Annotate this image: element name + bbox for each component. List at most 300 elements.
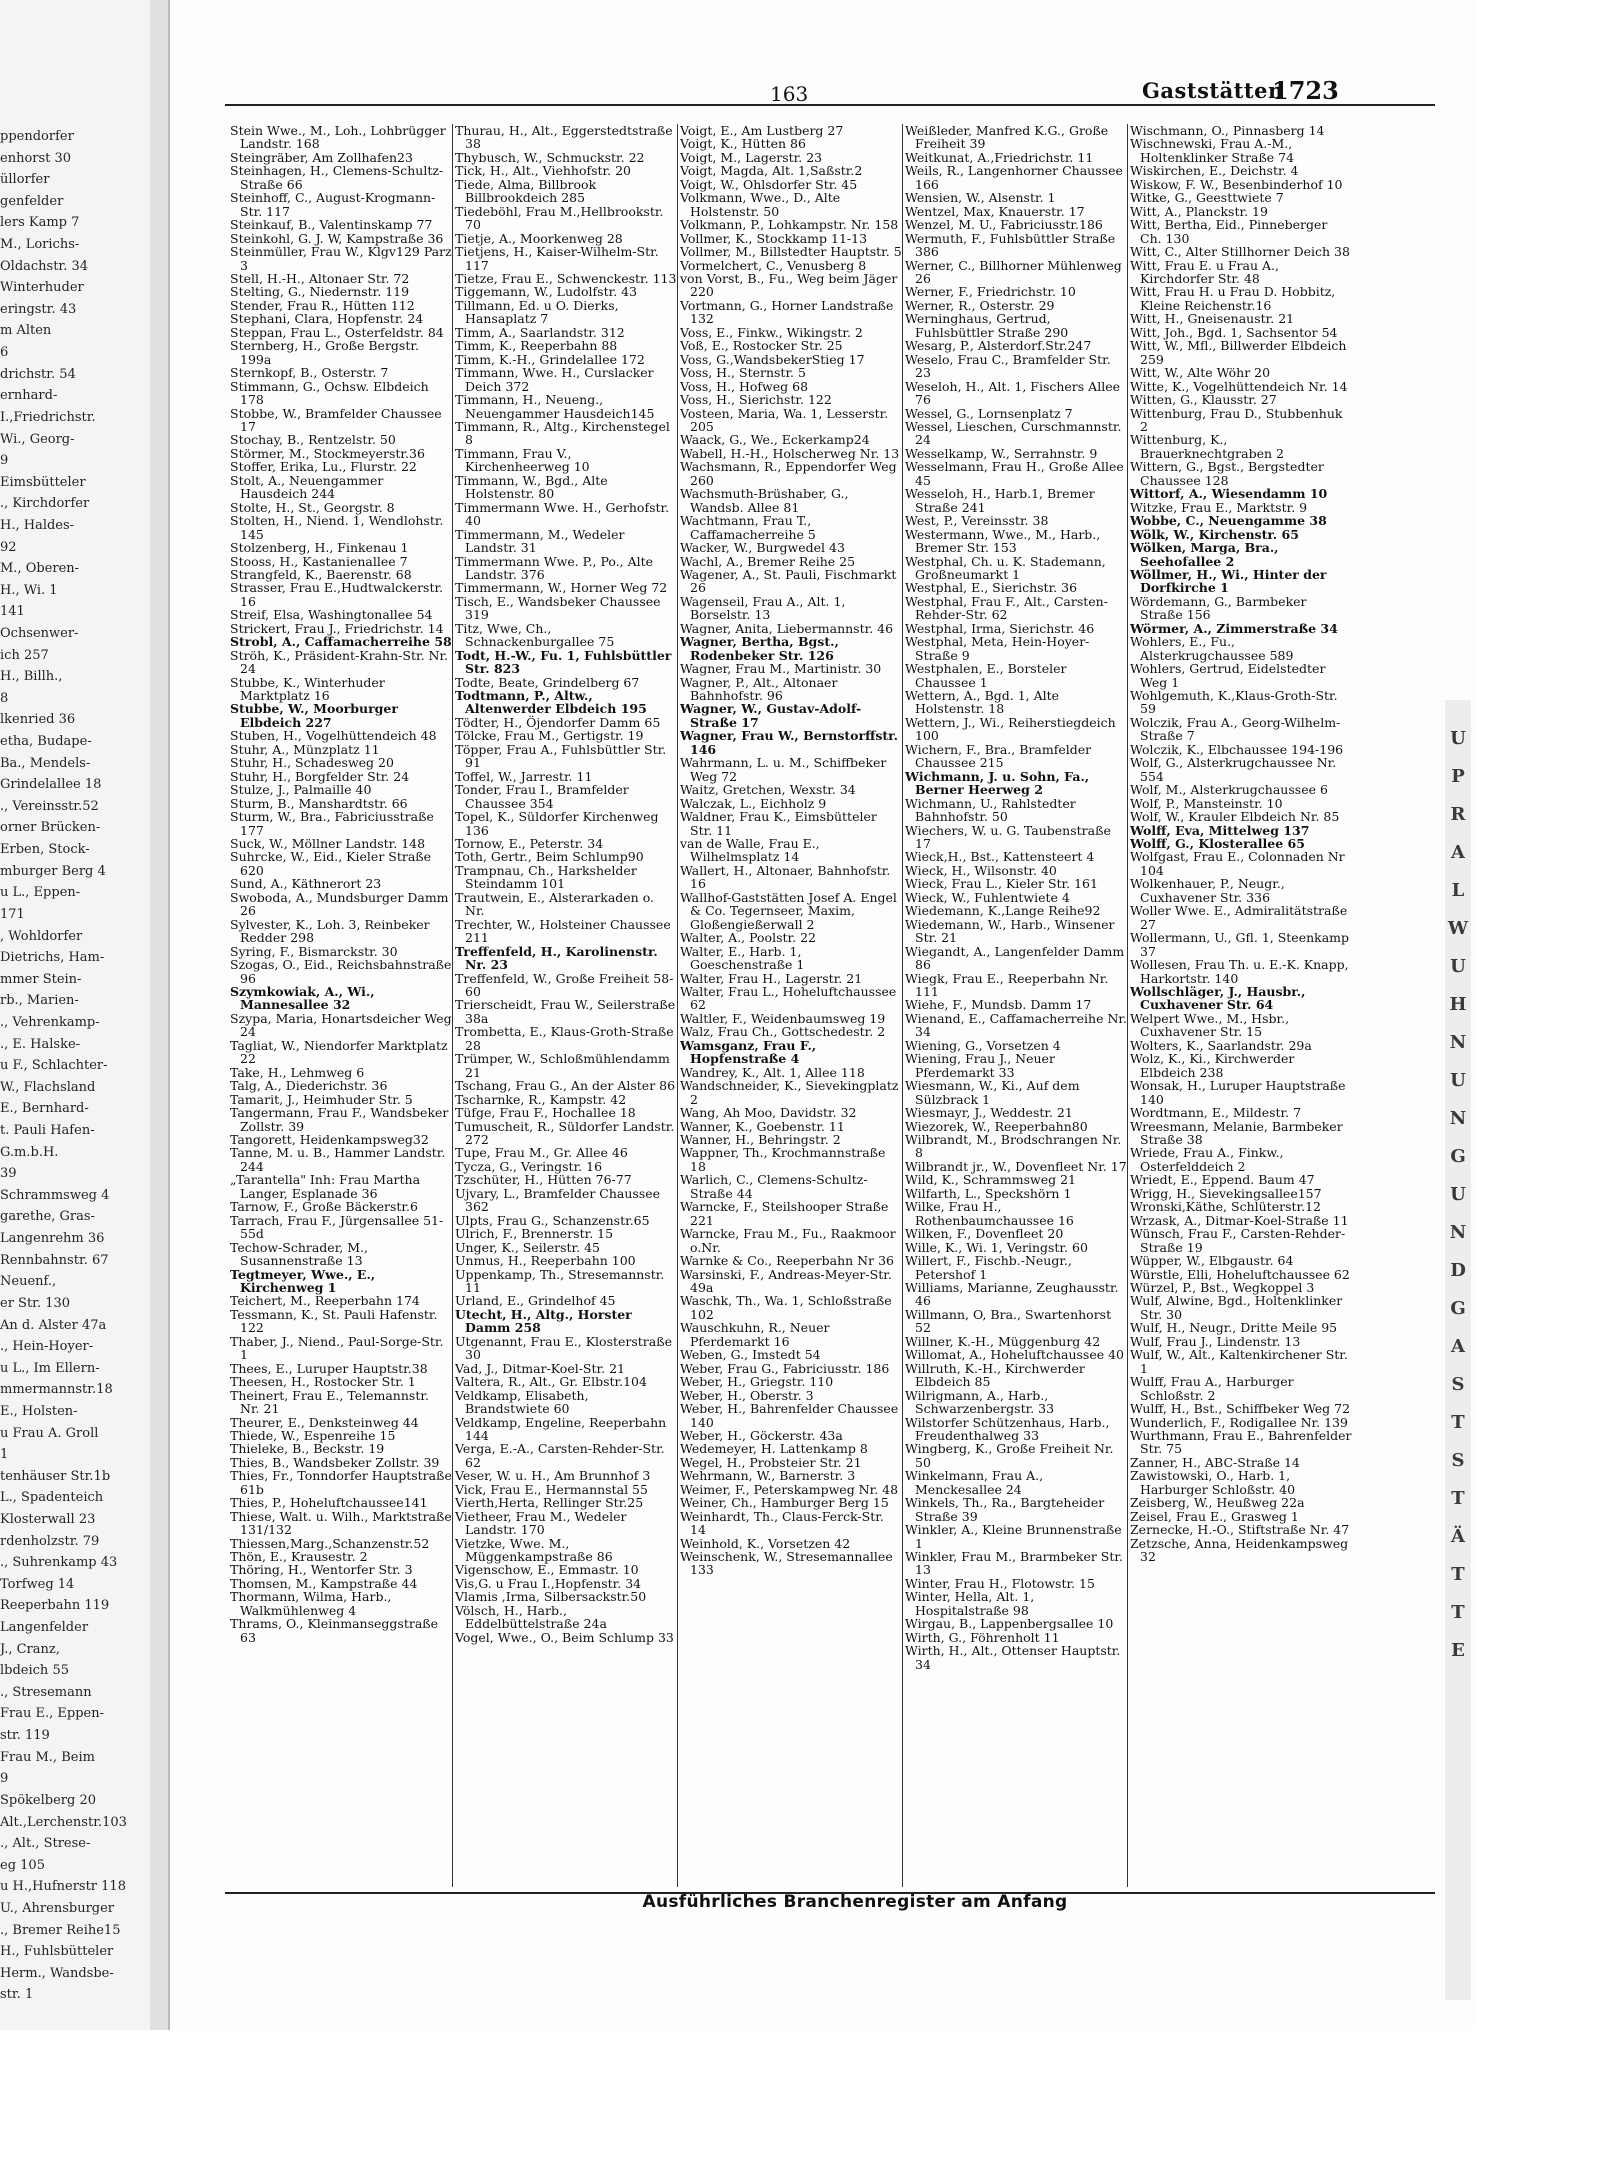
directory-entry: Stulze, J., Palmaille 40	[230, 782, 372, 798]
previous-page-entry: Eimsbütteler	[0, 475, 86, 490]
previous-page-entry: H., Billh.,	[0, 669, 63, 684]
directory-entry: Tiedeböhl, Frau M.,Hellbrookstr. 70	[455, 203, 664, 233]
directory-entry: Wordtmann, E., Mildestr. 7	[1130, 1105, 1302, 1121]
directory-entry: Walz, Frau Ch., Gottschedestr. 2	[680, 1024, 886, 1040]
directory-entry: Töpper, Frau A., Fuhlsbüttler Str. 91	[455, 741, 667, 771]
directory-entry: Thaber, J., Niend., Paul-Sorge-Str. 1	[230, 1333, 444, 1363]
previous-page-entry: 92	[0, 540, 17, 555]
directory-entry: Wünsch, Frau F., Carsten-Rehder-Straße 19	[1130, 1226, 1346, 1255]
binding-shadow	[150, 0, 168, 2030]
directory-entry: Wolkenhauer, P., Neugr., Cuxhavener Str. 336	[1130, 876, 1285, 905]
previous-page-entry: Alt.,Lerchenstr.103	[0, 1815, 127, 1830]
previous-page-entry: ., E. Halske-	[0, 1037, 81, 1052]
directory-entry: Wesselkamp, W., Serrahnstr. 9	[905, 445, 1098, 461]
directory-entry: Tietjens, H., Kaiser-Wilhelm-Str. 117	[455, 244, 659, 273]
directory-entry: Thöring, H., Wentorfer Str. 3	[230, 1562, 413, 1578]
previous-page-entry: Dietrichs, Ham-	[0, 950, 105, 965]
directory-entry: Zetzsche, Anna, Heidenkampsweg 32	[1130, 1535, 1349, 1565]
directory-entry: Timmann, W., Bgd., Alte Holstenstr. 80	[455, 472, 608, 502]
directory-entry: Ströh, K., Präsident-Krahn-Str. Nr. 24	[230, 647, 449, 677]
directory-entry: Tscharnke, R., Kampstr. 42	[455, 1091, 627, 1107]
directory-entry: Voigt, M., Lagerstr. 23	[680, 149, 823, 165]
directory-entry: Stubbe, K., Winterhuder Marktplatz 16	[230, 674, 385, 704]
directory-entry: Wichern, F., Bra., Bramfelder Chaussee 215	[905, 741, 1092, 771]
directory-entry: Winkler, A., Kleine Brunnenstraße 1	[905, 1522, 1122, 1551]
column-divider	[1127, 124, 1128, 1887]
directory-entry: Wöllmer, H., Wi., Hinter der Dorfkirche 1	[1130, 566, 1327, 596]
directory-entry: Wiehe, F., Mundsb. Damm 17	[905, 997, 1092, 1013]
directory-entry: Stochay, B., Rentzelstr. 50	[230, 432, 396, 448]
previous-page-entry: ., Hein-Hoyer-	[0, 1339, 94, 1354]
directory-entry: Wettern, J., Wi., Reiherstiegdeich 100	[905, 714, 1116, 744]
directory-entry: Stubbe, W., Moorburger Elbdeich 227	[230, 701, 398, 730]
directory-entry: Wiedemann, W., Harb., Winsener Str. 21	[905, 916, 1115, 946]
directory-entry: Wauschkuhn, R., Neuer Pferdemarkt 16	[680, 1320, 830, 1349]
directory-entry: Stell, H.-H., Altonaer Str. 72	[230, 270, 410, 286]
directory-entry: Weseloh, H., Alt. 1, Fischers Allee 76	[905, 378, 1120, 408]
previous-page-entry: M., Lorichs-	[0, 237, 80, 252]
directory-entry: Wesseloh, H., Harb.1, Bremer Straße 241	[905, 486, 1095, 515]
directory-entry: Wild, K., Schrammsweg 21	[905, 1172, 1076, 1188]
directory-entry: Tietze, Frau E., Schwenckestr. 113	[455, 270, 677, 286]
directory-entry: Wiening, Frau J., Neuer Pferdemarkt 33	[905, 1051, 1055, 1080]
directory-entry: Valtera, R., Alt., Gr. Elbstr.104	[455, 1374, 647, 1390]
directory-entry: Utgenannt, Frau E., Klosterstraße 30	[455, 1333, 672, 1363]
directory-entry: Wang, Ah Moo, Davidstr. 32	[680, 1105, 857, 1121]
previous-page-entry: J., Cranz,	[0, 1642, 60, 1657]
previous-page-entry: tenhäuser Str.1b	[0, 1469, 111, 1484]
directory-entry: Tietje, A., Moorkenweg 28	[455, 230, 623, 246]
directory-entry: Ujvary, L., Bramfelder Chaussee 362	[455, 1185, 661, 1215]
previous-page-entry: eringstr. 43	[0, 302, 77, 317]
directory-entry: Witt, C., Alter Stillhorner Deich 38	[1130, 244, 1350, 260]
directory-entry: Sternkopf, B., Osterstr. 7	[230, 365, 389, 381]
previous-page-entry: u Frau A. Groll	[0, 1426, 99, 1441]
directory-entry: Winter, Hella, Alt. 1, Hospitalstraße 98	[905, 1589, 1035, 1618]
directory-entry: Suck, W., Möllner Landstr. 148	[230, 836, 426, 852]
directory-entry: Wesarg, P., Alsterdorf.Str.247	[905, 338, 1092, 354]
directory-entry: Wagner, Frau M., Martinistr. 30	[680, 661, 882, 677]
directory-entry: Wilbrandt, M., Brodschrangen Nr. 8	[905, 1131, 1122, 1161]
directory-entry: Voigt, W., Ohlsdorfer Str. 45	[680, 176, 858, 192]
directory-entry: Winkels, Th., Ra., Bargteheider Straße 39	[905, 1495, 1105, 1524]
directory-entry: Witt, H., Gneisenaustr. 21	[1130, 311, 1295, 327]
previous-page-entry: ., Stresemann	[0, 1685, 92, 1700]
directory-entry: Tiggemann, W., Ludolfstr. 43	[455, 284, 638, 300]
previous-page-entry: Grindelallee 18	[0, 777, 102, 792]
directory-entry: Stuhr, H., Borgfelder Str. 24	[230, 768, 410, 784]
directory-entry: Toth, Gertr., Beim Schlump90	[455, 849, 644, 865]
directory-entry: Winter, Frau H., Flotowstr. 15	[905, 1575, 1095, 1591]
directory-entry: Wohlers, E., Fu., Alsterkrugchaussee 589	[1130, 634, 1294, 663]
directory-entry: Tagliat, W., Niendorfer Marktplatz 22	[230, 1037, 448, 1067]
previous-page-entry: u H.,Hufnerstr 118	[0, 1879, 126, 1894]
directory-entry: Wirth, H., Alt., Ottenser Hauptstr. 34	[905, 1643, 1121, 1672]
directory-entry: Sund, A., Käthnerort 23	[230, 876, 382, 892]
directory-entry: Syring, F., Bismarckstr. 30	[230, 943, 398, 959]
previous-page-entry: ich 257	[0, 648, 49, 663]
directory-entry: Wieck, H., Wilsonstr. 40	[905, 862, 1057, 878]
directory-entry: Vick, Frau E., Hermannstal 55	[455, 1481, 648, 1497]
directory-entry: Westphal, E., Sierichstr. 36	[905, 580, 1078, 596]
directory-entry: Wiegandt, A., Langenfelder Damm 86	[905, 943, 1125, 973]
directory-entry: Werner, R., Osterstr. 29	[905, 297, 1055, 313]
directory-entry: Titz, Wwe, Ch., Schnackenburgallee 75	[455, 620, 615, 650]
directory-entry: Wriedt, E., Eppend. Baum 47	[1130, 1172, 1315, 1188]
directory-entry: Warncke, F., Steilshooper Straße 221	[680, 1199, 889, 1228]
directory-entry: Winkelmann, Frau A., Menckesallee 24	[905, 1468, 1044, 1497]
previous-page-entry: 9	[0, 1771, 9, 1786]
previous-page-entry: ppendorfer	[0, 129, 74, 144]
previous-page-entry: 171	[0, 907, 25, 922]
directory-entry: Wiedemann, K.,Lange Reihe92	[905, 903, 1101, 919]
directory-entry: Toffel, W., Jarrestr. 11	[455, 768, 593, 784]
previous-page-entry: ., Bremer Reihe15	[0, 1923, 121, 1938]
directory-entry: Wollesen, Frau Th. u. E.-K. Knapp, Harkortstr. 140	[1130, 957, 1349, 986]
directory-entry: Thiede, W., Espenreihe 15	[230, 1427, 396, 1443]
previous-page-entry: M., Oberen-	[0, 561, 80, 576]
directory-entry: Weber, H., Göckerstr. 43a	[680, 1427, 843, 1443]
directory-entry: Störmer, M., Stockmeyerstr.36	[230, 445, 425, 461]
directory-entry: Trombetta, E., Klaus-Groth-Straße 28	[455, 1024, 674, 1053]
previous-page-entry: Frau E., Eppen-	[0, 1706, 104, 1721]
previous-page-entry: mburger Berg 4	[0, 864, 106, 879]
directory-entry: Weitkunat, A.,Friedrichstr. 11	[905, 149, 1094, 165]
directory-entry: Wichmann, U., Rahlstedter Bahnhofstr. 50	[905, 795, 1076, 825]
directory-entry: Wichmann, J. u. Sohn, Fa., Berner Heerweg 2	[905, 768, 1090, 798]
directory-entry: Wandrey, K., Alt. 1, Allee 118	[680, 1064, 865, 1080]
directory-entry: Wieck, Frau L., Kieler Str. 161	[905, 876, 1098, 892]
directory-entry: Walter, Frau L., Hoheluftchaussee 62	[680, 984, 897, 1013]
directory-entry: Wolf, W., Krauler Elbdeich Nr. 85	[1130, 809, 1340, 825]
directory-entry: Witt, W., Mfl., Billwerder Elbdeich 259	[1130, 338, 1347, 367]
directory-entry: Witt, Bertha, Eid., Pinneberger Ch. 130	[1130, 217, 1328, 246]
directory-entry: Tick, H., Alt., Viehhofstr. 20	[455, 163, 631, 179]
directory-entry: Wessel, G., Lornsenplatz 7	[905, 405, 1073, 421]
previous-page-margin	[0, 0, 168, 2030]
directory-entry: Tillmann, Ed. u O. Dierks, Hansaplatz 7	[455, 297, 619, 327]
directory-entry: Voigt, Magda, Alt. 1,Saßstr.2	[680, 163, 863, 179]
previous-page-entry: ., Vereinsstr.52	[0, 799, 99, 814]
directory-entry: Utecht, H., Altg., Horster Damm 258	[455, 1306, 632, 1336]
directory-entry: Werninghaus, Gertrud, Fuhlsbüttler Straße 290	[905, 311, 1069, 340]
directory-entry: Ulrich, F., Brennerstr. 15	[455, 1226, 614, 1242]
directory-entry: Warsinski, F., Andreas-Meyer-Str. 49a	[680, 1266, 892, 1295]
directory-entry: Wabell, H.-H., Holscherweg Nr. 13	[680, 445, 900, 461]
directory-entry: Willomat, A., Hoheluftchaussee 40	[905, 1347, 1125, 1363]
directory-entry: Stein Wwe., M., Loh., Lohbrügger Landstr. 168	[230, 123, 446, 152]
directory-entry: Vis,G. u Frau I.,Hopfenstr. 34	[455, 1575, 642, 1591]
directory-entry: Tangorett, Heidenkampsweg32	[230, 1131, 429, 1147]
directory-entry: Waitz, Gretchen, Wexstr. 34	[680, 782, 856, 798]
edge-advert-text: UPRAL WUHNUNG UND GASTSTÄTTE	[1447, 728, 1469, 1661]
directory-entry: Voss, H., Sternstr. 5	[680, 365, 806, 381]
directory-entry: Volkmann, Wwe., D., Alte Holstenstr. 50	[680, 190, 841, 219]
directory-entry: Vierth,Herta, Rellinger Str.25	[455, 1495, 644, 1511]
directory-entry: Wehrmann, W., Barnerstr. 3	[680, 1468, 856, 1484]
directory-entry: „Tarantella" Inh: Frau Martha Langer, Esplanade 36	[230, 1172, 421, 1201]
directory-entry: Witten, G., Klausstr. 27	[1130, 392, 1277, 408]
directory-entry: Veldkamp, Elisabeth, Brandstwiete 60	[455, 1387, 589, 1417]
directory-entry: Wolf, G., Alsterkrugchaussee Nr. 554	[1130, 755, 1337, 784]
directory-entry: Vigenschow, E., Emmastr. 10	[455, 1562, 639, 1578]
directory-entry: Weber, H., Oberstr. 3	[680, 1387, 814, 1403]
directory-entry: Weiner, Ch., Hamburger Berg 15	[680, 1495, 889, 1511]
previous-page-entry: eg 105	[0, 1858, 45, 1873]
directory-entry: Voss, E., Finkw., Wikingstr. 2	[680, 324, 863, 340]
directory-entry: Wiskow, F. W., Besenbinderhof 10	[1130, 176, 1343, 192]
directory-entry: Todt, H.-W., Fu. 1, Fuhlsbüttler Str. 823	[455, 647, 672, 677]
directory-entry: Wolfgast, Frau E., Colonnaden Nr 104	[1130, 849, 1345, 878]
header-rule	[225, 104, 1435, 106]
directory-entry: Strangfeld, K., Baerenstr. 68	[230, 566, 412, 582]
directory-entry: Strickert, Frau J., Friedrichstr. 14	[230, 620, 444, 636]
directory-entry: Wedemeyer, H. Lattenkamp 8	[680, 1441, 868, 1457]
directory-entry: Weinschenk, W., Stresemannallee 133	[680, 1549, 893, 1578]
directory-entry: Voigt, K., Hütten 86	[680, 136, 806, 152]
directory-entry: Tonder, Frau I., Bramfelder Chaussee 354	[455, 782, 629, 811]
directory-entry: Wieck,H., Bst., Kattensteert 4	[905, 849, 1095, 865]
directory-entry: Szypa, Maria, Honartsdeicher Weg 24	[230, 1010, 452, 1040]
directory-entry: Timm, K.-H., Grindelallee 172	[455, 351, 645, 367]
directory-entry: Timm, K., Reeperbahn 88	[455, 338, 618, 354]
column-divider	[902, 124, 903, 1887]
previous-page-entry: lbdeich 55	[0, 1663, 69, 1678]
previous-page-entry: H., Haldes-	[0, 518, 75, 533]
directory-entry: Theurer, E., Denksteinweg 44	[230, 1414, 419, 1430]
directory-entry: Wohlers, Gertrud, Eidelstedter Weg 1	[1130, 661, 1326, 690]
previous-page-entry: str. 1	[0, 1987, 34, 2002]
previous-page-entry: 39	[0, 1166, 17, 1181]
directory-entry: Vormelchert, C., Venusberg 8	[680, 257, 867, 273]
directory-entry: Wiesmann, W., Ki., Auf dem Sülzbrack 1	[905, 1078, 1080, 1107]
directory-entry: Witke, G., Geesttwiete 7	[1130, 190, 1284, 206]
directory-entry: Wallhof-Gaststätten Josef A. Engel & Co. Tegernseer, Maxim, Gloßengießerwall 2	[680, 889, 897, 932]
directory-entry: Warnke & Co., Reeperbahn Nr 36	[680, 1253, 894, 1269]
directory-entry: Timmann, Wwe. H., Curslacker Deich 372	[455, 365, 654, 394]
directory-entry: Wolff, G., Klosterallee 65	[1130, 836, 1305, 852]
previous-page-entry: L., Spadenteich	[0, 1490, 104, 1505]
previous-page-entry: 9	[0, 453, 9, 468]
previous-page-entry: m Alten	[0, 323, 52, 338]
directory-entry: Weinhardt, Th., Claus-Ferck-Str. 14	[680, 1508, 884, 1538]
previous-page-entry: ., Vehrenkamp-	[0, 1015, 100, 1030]
directory-entry: Wagner, W., Gustav-Adolf-Straße 17	[680, 701, 862, 730]
directory-entry: Wurthmann, Frau E., Bahrenfelder Str. 75	[1130, 1427, 1352, 1457]
previous-page-entry: Schrammsweg 4	[0, 1188, 110, 1203]
directory-entry: Unger, K., Seilerstr. 45	[455, 1239, 601, 1255]
directory-entry: Verga, E.-A., Carsten-Rehder-Str. 62	[455, 1441, 665, 1470]
directory-entry: Winkler, Frau M., Brarmbeker Str. 13	[905, 1549, 1123, 1578]
directory-entry: Wölk, W., Kirchenstr. 65	[1130, 526, 1299, 542]
directory-entry: Vortmann, G., Horner Landstraße 132	[680, 297, 894, 327]
directory-entry: Würzel, P., Bst., Wegkoppel 3	[1130, 1279, 1315, 1295]
directory-entry: Wischmann, O., Pinnasberg 14	[1130, 123, 1325, 138]
directory-entry: Wilfarth, L., Speckshörn 1	[905, 1185, 1072, 1201]
directory-entry: Tornow, E., Peterstr. 34	[455, 836, 604, 852]
directory-entry: Trautwein, E., Alsterarkaden o. Nr.	[455, 889, 654, 919]
directory-entry: Sturm, B., Manshardtstr. 66	[230, 795, 408, 811]
directory-entry: Waltler, F., Weidenbaumsweg 19	[680, 1010, 886, 1026]
directory-entry: Sturm, W., Bra., Fabriciusstraße 177	[230, 809, 434, 838]
directory-entry: Tisch, E., Wandsbeker Chaussee 319	[455, 593, 661, 623]
directory-entry: Wille, K., Wi. 1, Veringstr. 60	[905, 1239, 1088, 1255]
directory-entry: Voss, G.,WandsbekerStieg 17	[680, 351, 865, 367]
directory-entry: Wittern, G., Bgst., Bergstedter Chaussee 128	[1130, 459, 1324, 488]
directory-entry: Wirth, G., Föhrenholt 11	[905, 1629, 1060, 1645]
directory-entry: Weißleder, Manfred K.G., Große Freiheit 39	[905, 123, 1109, 152]
directory-entry: Veser, W. u. H., Am Brunnhof 3	[455, 1468, 651, 1484]
directory-entry: Walter, A., Poolstr. 22	[680, 930, 816, 946]
directory-entry: Steinhagen, H., Clemens-Schultz-Straße 66	[230, 163, 444, 192]
directory-entry: Wagener, A., St. Pauli, Fischmarkt 26	[680, 566, 897, 596]
directory-entry: Wronski,Käthe, Schlüterstr.12	[1130, 1199, 1321, 1215]
directory-entry: Sylvester, K., Loh. 3, Reinbeker Redder 298	[230, 916, 430, 946]
directory-entry: Wulf, Frau J., Lindenstr. 13	[1130, 1333, 1301, 1349]
directory-entry: Völsch, H., Harb., Eddelbüttelstraße 24a	[455, 1602, 607, 1632]
directory-entry: Wulf, Alwine, Bgd., Holtenklinker Str. 30	[1130, 1293, 1343, 1322]
directory-entry: Strasser, Frau E.,Hudtwalckerstr. 16	[230, 580, 444, 609]
previous-page-entry: Rennbahnstr. 67	[0, 1253, 109, 1268]
directory-entry: Vollmer, M., Billstedter Hauptstr. 5	[680, 244, 902, 260]
directory-entry: Veldkamp, Engeline, Reeperbahn 144	[455, 1414, 667, 1443]
directory-entry: Trierscheidt, Frau W., Seilerstraße 38a	[455, 997, 676, 1026]
directory-entry: Wörmer, A., Zimmerstraße 34	[1130, 620, 1338, 636]
directory-entry: Wiskirchen, E., Deichstr. 4	[1130, 163, 1299, 179]
previous-page-entry: Herm., Wandsbe-	[0, 1966, 114, 1981]
directory-entry: Westphal, Ch. u. K. Stademann, Großneumarkt 1	[905, 553, 1106, 582]
directory-entry: Timm, A., Saarlandstr. 312	[455, 324, 625, 340]
previous-page-entry: lkenried 36	[0, 712, 76, 727]
previous-page-entry: ., Alt., Strese-	[0, 1836, 91, 1851]
directory-entry: Wagner, Bertha, Bgst., Rodenbeker Str. 126	[680, 634, 839, 663]
directory-entry: Würstle, Elli, Hoheluftchaussee 62	[1130, 1266, 1350, 1282]
directory-entry: von Vorst, B., Fu., Weg beim Jäger 220	[680, 270, 898, 300]
directory-entry: Tüfge, Frau F., Hochallee 18	[455, 1105, 636, 1121]
directory-entry: Wulf, H., Neugr., Dritte Meile 95	[1130, 1320, 1338, 1336]
previous-page-entry: Langenfelder	[0, 1620, 89, 1635]
directory-entry: Wilstorfer Schützenhaus, Harb., Freudenthalweg 33	[905, 1414, 1110, 1443]
directory-entry: Thies, B., Wandsbeker Zollstr. 39	[230, 1454, 440, 1470]
directory-entry: Thees, E., Luruper Hauptstr.38	[230, 1360, 428, 1376]
directory-entry: Szogas, O., Eid., Reichsbahnstraße 96	[230, 957, 452, 986]
directory-entry: Timmermann, M., Wedeler Landstr. 31	[455, 526, 625, 556]
previous-page-entry: H., Fuhlsbütteler	[0, 1944, 114, 1959]
previous-page-entry: etha, Budape-	[0, 734, 92, 749]
directory-entry: Wilke, Frau H., Rothenbaumchaussee 16	[905, 1199, 1074, 1228]
directory-entry: Tessmann, K., St. Pauli Hafenstr. 122	[230, 1306, 438, 1336]
previous-page-entry: Spökelberg 20	[0, 1793, 97, 1808]
directory-entry: Westphal, Meta, Hein-Hoyer-Straße 9	[905, 634, 1090, 663]
directory-entry: Westphal, Irma, Sierichstr. 46	[905, 620, 1095, 636]
directory-entry: Wördemann, G., Barmbeker Straße 156	[1130, 593, 1307, 623]
previous-page-entry: Neuenf.,	[0, 1274, 57, 1289]
directory-entry: Weber, H., Bahrenfelder Chaussee 140	[680, 1401, 899, 1430]
directory-entry: Weben, G., Imstedt 54	[680, 1347, 821, 1363]
directory-entry: Tarrach, Frau F., Jürgensallee 51-55d	[230, 1212, 444, 1242]
directory-entry: Walczak, L., Eichholz 9	[680, 795, 827, 811]
previous-page-entry: orner Brücken-	[0, 820, 101, 835]
previous-page-entry: rdenholzstr. 79	[0, 1534, 100, 1549]
previous-page-entry: mmer Stein-	[0, 972, 82, 987]
directory-entry: Suhrcke, W., Eid., Kieler Straße 620	[230, 849, 432, 878]
directory-entry: Stolten, H., Niend. 1, Wendlohstr. 145	[230, 513, 444, 542]
directory-entry: Wallert, H., Altonaer, Bahnhofstr. 16	[680, 862, 891, 892]
directory-entry: Timmermann, W., Horner Weg 72	[455, 580, 668, 596]
directory-entry: Wirgau, B., Lappenbergsallee 10	[905, 1616, 1114, 1632]
previous-page-entry: Oldachstr. 34	[0, 259, 89, 274]
directory-entry: Thies, Fr., Tonndorfer Hauptstraße 61b	[230, 1468, 452, 1497]
previous-page-entry: H., Wi. 1	[0, 583, 58, 598]
directory-entry: Thormann, Wilma, Harb., Walkmühlenweg 4	[230, 1589, 392, 1618]
directory-entry: Wingberg, K., Große Freiheit Nr. 50	[905, 1441, 1114, 1470]
directory-entry: Stelting, G., Niedernstr. 119	[230, 284, 410, 300]
directory-entry: Witt, Joh., Bgd. 1, Sachsentor 54	[1130, 324, 1338, 340]
directory-entry: Vad, J., Ditmar-Koel-Str. 21	[455, 1360, 625, 1376]
directory-entry: Witt, A., Planckstr. 19	[1130, 203, 1268, 219]
scan-margin-bottom	[0, 2030, 1475, 2177]
directory-entry: Wilken, F., Dovenfleet 20	[905, 1226, 1064, 1242]
column-divider	[677, 124, 678, 1887]
directory-entry: Westphalen, E., Borsteler Chaussee 1	[905, 661, 1067, 690]
directory-entry: Weils, R., Langenhorner Chaussee 166	[905, 163, 1123, 192]
directory-entry: Wanner, K., Goebenstr. 11	[680, 1118, 845, 1134]
directory-entry: Wilrigmann, A., Harb., Schwarzenbergstr. 33	[905, 1387, 1055, 1417]
directory-entry: Steinhoff, C., August-Krogmann-Str. 117	[230, 190, 436, 219]
directory-entry: Timmermann Wwe. H., Gerhofstr. 40	[455, 499, 670, 529]
directory-entry: Timmann, Frau V., Kirchenheerweg 10	[455, 445, 590, 475]
directory-entry: Wiechers, W. u. G. Taubenstraße 17	[905, 822, 1111, 852]
directory-entry: Thomsen, M., Kampstraße 44	[230, 1575, 418, 1591]
previous-page-entry: 6	[0, 345, 9, 360]
directory-entry: Tölcke, Frau M., Gertigstr. 19	[455, 728, 644, 744]
directory-entry: Trechter, W., Holsteiner Chaussee 211	[455, 916, 671, 946]
directory-entry: Wappner, Th., Krochmannstraße 18	[680, 1145, 886, 1174]
previous-page-entry: , Wohldorfer	[0, 929, 83, 944]
directory-entry: Witt, Frau E. u Frau A., Kirchdorfer Str. 48	[1130, 257, 1279, 286]
directory-entry: Wiening, G., Vorsetzen 4	[905, 1037, 1061, 1053]
directory-entry: Wilbrandt jr., W., Dovenfleet Nr. 17	[905, 1158, 1127, 1174]
directory-entry: Steinkauf, B., Valentinskamp 77	[230, 217, 433, 233]
directory-entry: Tumuscheit, R., Süldorfer Landstr. 272	[455, 1118, 675, 1147]
directory-entry: Steingräber, Am Zollhafen23	[230, 149, 413, 165]
directory-entry: Wobbe, C., Neuengamme 38	[1130, 513, 1327, 529]
directory-entry: Wagenseil, Frau A., Alt. 1, Borselstr. 13	[680, 593, 846, 623]
directory-entry: Steinmüller, Frau W., Klgv129 Parz 3	[230, 244, 452, 273]
directory-entry: Wienand, E., Caffamacherreihe Nr. 34	[905, 1010, 1127, 1040]
directory-entry: Willruth, K.-H., Kirchwerder Elbdeich 85	[905, 1360, 1085, 1390]
directory-entry: Werner, C., Billhorner Mühlenweg 26	[905, 257, 1122, 286]
directory-entry: Wettern, A., Bgd. 1, Alte Holstenstr. 18	[905, 688, 1060, 717]
directory-entry: Wolters, K., Saarlandstr. 29a	[1130, 1037, 1312, 1053]
directory-entry: Wamsganz, Frau F., Hopfenstraße 4	[680, 1037, 817, 1067]
directory-entry: Witt, W., Alte Wöhr 20	[1130, 365, 1271, 381]
directory-entry: Welpert Wwe., M., Hsbr., Cuxhavener Str. 15	[1130, 1010, 1290, 1040]
directory-entry: Thybusch, W., Schmuckstr. 22	[455, 149, 645, 165]
column-divider	[452, 124, 453, 1887]
directory-entry: Swoboda, A., Mundsburger Damm 26	[230, 889, 449, 919]
previous-page-entry: I.,Friedrichstr.	[0, 410, 96, 425]
previous-page-entry: lers Kamp 7	[0, 215, 80, 230]
directory-entry: Wittenburg, K., Brauerknechtgraben 2	[1130, 432, 1284, 461]
directory-entry: Vietzke, Wwe. M., Müggenkampstraße 86	[455, 1535, 613, 1565]
directory-entry: Wolz, K., Ki., Kirchwerder Elbdeich 238	[1130, 1051, 1295, 1080]
directory-entry: Warncke, Frau M., Fu., Raakmoor o.Nr.	[680, 1226, 896, 1255]
directory-entry: Thön, E., Krausestr. 2	[230, 1549, 368, 1565]
footer-note: Ausführliches Branchenregister am Anfang	[642, 1892, 1068, 1912]
directory-column-5	[1130, 124, 1352, 1563]
page-number: 163	[770, 82, 809, 106]
